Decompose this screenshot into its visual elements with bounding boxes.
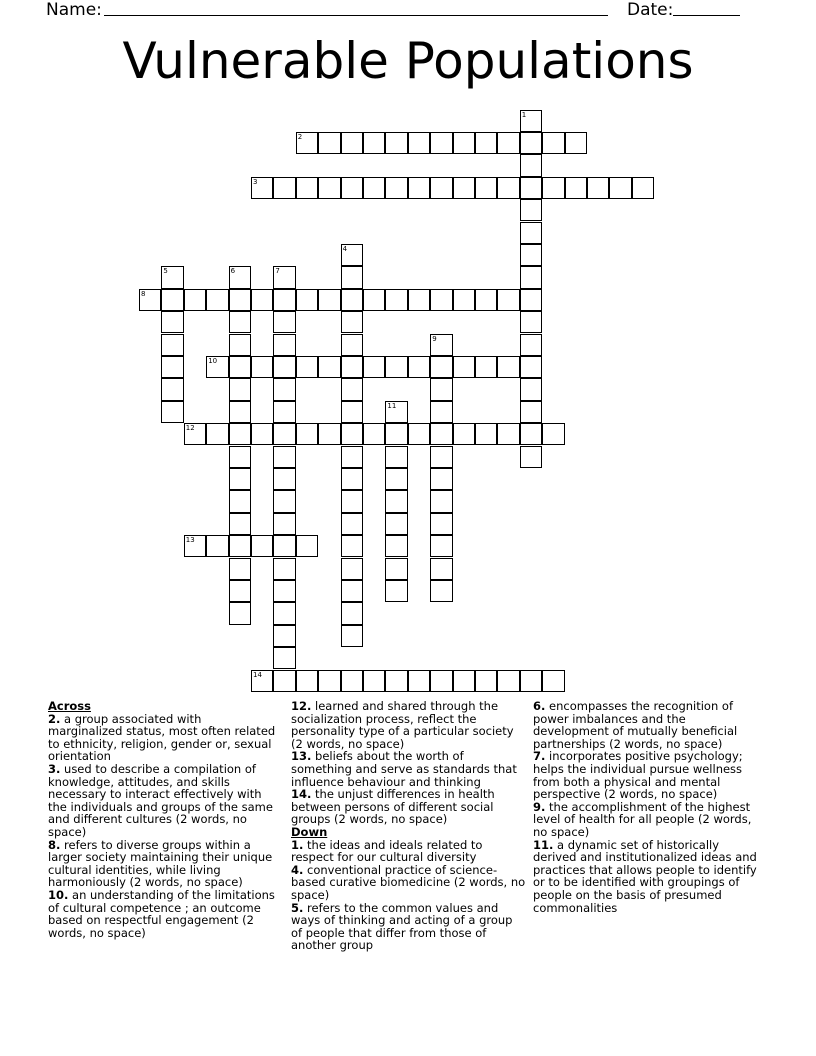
- grid-cell[interactable]: [363, 356, 385, 378]
- grid-cell[interactable]: [632, 177, 654, 199]
- grid-cell[interactable]: [453, 177, 475, 199]
- grid-cell[interactable]: [430, 177, 452, 199]
- clue-item-text: conventional practice of science-based curative biomedicine (2 words, no space): [291, 862, 526, 902]
- grid-cell[interactable]: [363, 289, 385, 311]
- grid-cell[interactable]: [385, 558, 407, 580]
- grid-cell[interactable]: [453, 670, 475, 692]
- grid-cell[interactable]: [229, 602, 251, 624]
- grid-cell[interactable]: [363, 670, 385, 692]
- grid-cell[interactable]: [273, 446, 295, 468]
- clue-column-3: [533, 700, 765, 914]
- clue-item-text: refers to diverse groups within a larger society maintaining their unique cultural identities, while living harmoniously (2 words, no space): [48, 837, 273, 890]
- grid-cell[interactable]: [408, 670, 430, 692]
- grid-cell[interactable]: [273, 266, 295, 288]
- grid-cell[interactable]: [341, 580, 363, 602]
- grid-cell[interactable]: [273, 334, 295, 356]
- grid-cell[interactable]: [341, 289, 363, 311]
- grid-cell[interactable]: [542, 423, 564, 445]
- grid-cell[interactable]: [273, 490, 295, 512]
- clue-item: [291, 788, 526, 826]
- grid-cell[interactable]: [273, 423, 295, 445]
- grid-cell[interactable]: [341, 378, 363, 400]
- grid-cell[interactable]: [296, 177, 318, 199]
- grid-cell[interactable]: [408, 177, 430, 199]
- grid-cell[interactable]: [341, 177, 363, 199]
- clue-item-text: encompasses the recognition of power imbalances and the development of mutually beneficial partnerships (2 words, no space): [533, 699, 738, 751]
- grid-cell[interactable]: [430, 490, 452, 512]
- clue-item-number: 11.: [533, 837, 554, 852]
- clue-item: [291, 902, 526, 952]
- grid-cell[interactable]: [318, 356, 340, 378]
- grid-cell[interactable]: [296, 289, 318, 311]
- grid-cell[interactable]: [497, 132, 519, 154]
- grid-cell[interactable]: [430, 535, 452, 557]
- grid-cell[interactable]: [273, 558, 295, 580]
- grid-cell[interactable]: [587, 177, 609, 199]
- grid-cell[interactable]: [296, 423, 318, 445]
- grid-cell[interactable]: [520, 154, 542, 176]
- clue-item-number: 5.: [291, 900, 304, 915]
- clue-item-number: 1.: [291, 837, 304, 852]
- clue-item-text: the unjust differences in health between persons of different social groups (2 words, no space): [291, 787, 495, 827]
- grid-cell[interactable]: [251, 535, 273, 557]
- grid-cell[interactable]: [475, 423, 497, 445]
- grid-cell[interactable]: [161, 289, 183, 311]
- grid-cell[interactable]: [341, 132, 363, 154]
- clue-number: 11: [387, 401, 397, 410]
- grid-cell[interactable]: [430, 670, 452, 692]
- grid-cell[interactable]: [341, 558, 363, 580]
- grid-cell[interactable]: [341, 670, 363, 692]
- grid-cell[interactable]: [161, 266, 183, 288]
- grid-cell[interactable]: [430, 423, 452, 445]
- clue-item-text: incorporates positive psychology; helps the individual pursue wellness from both a physical and mental perspective (2 words, no space): [533, 749, 743, 802]
- grid-cell[interactable]: [229, 558, 251, 580]
- grid-cell[interactable]: [341, 266, 363, 288]
- clue-number: 14: [253, 670, 262, 679]
- grid-cell[interactable]: [341, 602, 363, 624]
- grid-cell[interactable]: [229, 468, 251, 490]
- clue-item-number: 2.: [48, 711, 61, 726]
- grid-cell[interactable]: [520, 110, 542, 132]
- grid-cell[interactable]: [161, 334, 183, 356]
- grid-cell[interactable]: [520, 311, 542, 333]
- clue-item-text: beliefs about the worth of something and serve as standards that influence behaviour and thinking: [291, 749, 517, 789]
- grid-cell[interactable]: [139, 289, 161, 311]
- grid-cell[interactable]: [385, 580, 407, 602]
- grid-cell[interactable]: [542, 132, 564, 154]
- grid-cell[interactable]: [341, 423, 363, 445]
- grid-cell[interactable]: [229, 266, 251, 288]
- grid-cell[interactable]: [318, 670, 340, 692]
- grid-cell[interactable]: [273, 378, 295, 400]
- grid-cell[interactable]: [229, 311, 251, 333]
- grid-cell[interactable]: [430, 356, 452, 378]
- grid-cell[interactable]: [520, 423, 542, 445]
- grid-cell[interactable]: [497, 356, 519, 378]
- clue-item-number: 3.: [48, 761, 61, 776]
- grid-cell[interactable]: [385, 670, 407, 692]
- clue-item-text: refers to the common values and ways of thinking and acting of a group of people that differ from those of another group: [291, 900, 513, 953]
- grid-cell[interactable]: [520, 266, 542, 288]
- grid-cell[interactable]: [385, 401, 407, 423]
- grid-cell[interactable]: [296, 132, 318, 154]
- grid-cell[interactable]: [609, 177, 631, 199]
- clue-item-text: learned and shared through the socialization process, reflect the personality type of a particular society (2 words, no space): [291, 699, 514, 751]
- grid-cell[interactable]: [273, 535, 295, 557]
- grid-cell[interactable]: [341, 468, 363, 490]
- clue-item: [533, 700, 765, 750]
- grid-cell[interactable]: [520, 378, 542, 400]
- grid-cell[interactable]: [341, 401, 363, 423]
- grid-cell[interactable]: [273, 468, 295, 490]
- name-label: Name:: [46, 0, 102, 20]
- grid-cell[interactable]: [520, 670, 542, 692]
- clue-item: [533, 801, 765, 839]
- clue-column-2: [291, 700, 526, 952]
- grid-cell[interactable]: [497, 670, 519, 692]
- grid-cell[interactable]: [408, 132, 430, 154]
- clue-item: [291, 839, 526, 864]
- clue-item: [48, 889, 276, 939]
- clue-number: 1: [521, 110, 527, 119]
- clue-item-text: used to describe a compilation of knowledge, attitudes, and skills necessary to interact effectively with the individuals and groups of the same and different cultures (2 words, no space): [48, 761, 273, 839]
- clue-item-number: 8.: [48, 837, 61, 852]
- clue-item-text: the ideas and ideals related to respect for our cultural diversity: [291, 837, 483, 865]
- grid-cell[interactable]: [229, 356, 251, 378]
- grid-cell[interactable]: [385, 177, 407, 199]
- grid-cell[interactable]: [363, 177, 385, 199]
- grid-cell[interactable]: [430, 289, 452, 311]
- grid-cell[interactable]: [520, 222, 542, 244]
- clue-number: 6: [230, 267, 236, 276]
- grid-cell[interactable]: [251, 289, 273, 311]
- grid-cell[interactable]: [520, 199, 542, 221]
- grid-cell[interactable]: [565, 177, 587, 199]
- grid-cell[interactable]: [453, 132, 475, 154]
- clue-item: [291, 700, 526, 750]
- grid-cell[interactable]: [385, 535, 407, 557]
- grid-cell[interactable]: [229, 580, 251, 602]
- clue-number: 8: [141, 289, 146, 298]
- grid-cell[interactable]: [430, 513, 452, 535]
- grid-cell[interactable]: [430, 132, 452, 154]
- grid-cell[interactable]: [161, 378, 183, 400]
- grid-cell[interactable]: [475, 670, 497, 692]
- grid-cell[interactable]: [296, 670, 318, 692]
- grid-cell[interactable]: [229, 423, 251, 445]
- grid-cell[interactable]: [430, 580, 452, 602]
- grid-cell[interactable]: [475, 289, 497, 311]
- grid-cell[interactable]: [206, 423, 228, 445]
- grid-cell[interactable]: [318, 423, 340, 445]
- clue-item-text: the accomplishment of the highest level of health for all people (2 words, no space): [533, 799, 752, 839]
- grid-cell[interactable]: [273, 625, 295, 647]
- clue-item: [48, 713, 276, 763]
- grid-cell[interactable]: [206, 289, 228, 311]
- clue-number: 2: [297, 132, 303, 141]
- grid-cell[interactable]: [184, 423, 206, 445]
- clue-item-number: 6.: [533, 699, 546, 713]
- clue-number: 3: [253, 177, 258, 186]
- grid-cell[interactable]: [385, 289, 407, 311]
- grid-cell[interactable]: [520, 177, 542, 199]
- grid-cell[interactable]: [430, 378, 452, 400]
- grid-cell[interactable]: [520, 289, 542, 311]
- clue-number: 10: [208, 356, 218, 365]
- clue-item-number: 14.: [291, 787, 312, 802]
- grid-cell[interactable]: [229, 378, 251, 400]
- clue-item: [291, 864, 526, 902]
- grid-cell[interactable]: [430, 468, 452, 490]
- grid-cell[interactable]: [453, 423, 475, 445]
- grid-cell[interactable]: [363, 132, 385, 154]
- grid-cell[interactable]: [318, 177, 340, 199]
- clue-column-1: [48, 700, 276, 939]
- clue-number: 7: [275, 267, 280, 276]
- grid-cell[interactable]: [385, 132, 407, 154]
- grid-cell[interactable]: [453, 289, 475, 311]
- clue-item: [48, 763, 276, 839]
- grid-cell[interactable]: [341, 625, 363, 647]
- grid-cell[interactable]: [385, 468, 407, 490]
- grid-cell[interactable]: [341, 490, 363, 512]
- clue-item: [291, 750, 526, 788]
- grid-cell[interactable]: [341, 311, 363, 333]
- grid-cell[interactable]: [251, 423, 273, 445]
- grid-cell[interactable]: [430, 446, 452, 468]
- grid-cell[interactable]: [520, 132, 542, 154]
- grid-cell[interactable]: [565, 132, 587, 154]
- clue-item-number: 13.: [291, 749, 312, 764]
- grid-cell[interactable]: [229, 289, 251, 311]
- grid-cell[interactable]: [341, 356, 363, 378]
- grid-cell[interactable]: [273, 311, 295, 333]
- grid-cell[interactable]: [430, 558, 452, 580]
- grid-cell[interactable]: [520, 446, 542, 468]
- clue-item-number: 7.: [533, 749, 546, 764]
- clue-item-text: a dynamic set of historically derived and institutionalized ideas and practices that allows people to identify or to be identified with groupings of people on the basis of presumed commonalities: [533, 837, 757, 915]
- grid-cell[interactable]: [273, 647, 295, 669]
- grid-cell[interactable]: [408, 423, 430, 445]
- grid-cell[interactable]: [273, 356, 295, 378]
- grid-cell[interactable]: [273, 289, 295, 311]
- grid-cell[interactable]: [408, 356, 430, 378]
- grid-cell[interactable]: [475, 132, 497, 154]
- grid-cell[interactable]: [229, 446, 251, 468]
- grid-cell[interactable]: [542, 177, 564, 199]
- grid-cell[interactable]: [161, 311, 183, 333]
- clue-item-text: a group associated with marginalized status, most often related to ethnicity, religion, gender or, sexual orientation: [48, 711, 276, 764]
- grid-cell[interactable]: [229, 535, 251, 557]
- clue-item: [533, 839, 765, 915]
- clue-section-heading: Across: [48, 699, 91, 713]
- clue-number: 12: [185, 424, 195, 433]
- grid-cell[interactable]: [363, 423, 385, 445]
- clue-item-number: 4.: [291, 862, 304, 877]
- grid-cell[interactable]: [273, 580, 295, 602]
- grid-cell[interactable]: [542, 670, 564, 692]
- grid-cell[interactable]: [475, 356, 497, 378]
- grid-cell[interactable]: [453, 356, 475, 378]
- grid-cell[interactable]: [318, 132, 340, 154]
- grid-cell[interactable]: [296, 356, 318, 378]
- grid-cell[interactable]: [497, 423, 519, 445]
- grid-cell[interactable]: [206, 535, 228, 557]
- grid-cell[interactable]: [273, 670, 295, 692]
- grid-cell[interactable]: [520, 244, 542, 266]
- grid-cell[interactable]: [475, 177, 497, 199]
- grid-cell[interactable]: [229, 401, 251, 423]
- clue-item-number: 9.: [533, 799, 546, 814]
- grid-cell[interactable]: [341, 334, 363, 356]
- grid-cell[interactable]: [273, 602, 295, 624]
- grid-cell[interactable]: [229, 513, 251, 535]
- grid-cell[interactable]: [273, 513, 295, 535]
- grid-cell[interactable]: [161, 356, 183, 378]
- grid-cell[interactable]: [341, 446, 363, 468]
- grid-cell[interactable]: [430, 334, 452, 356]
- clue-number: 13: [185, 536, 195, 545]
- clue-item: [48, 839, 276, 889]
- grid-cell[interactable]: [251, 356, 273, 378]
- clue-item-number: 12.: [291, 699, 312, 713]
- date-label: Date:: [627, 0, 674, 20]
- grid-cell[interactable]: [385, 356, 407, 378]
- grid-cell[interactable]: [520, 356, 542, 378]
- grid-cell[interactable]: [229, 334, 251, 356]
- grid-cell[interactable]: [408, 289, 430, 311]
- grid-cell[interactable]: [273, 177, 295, 199]
- clue-section-heading: Down: [291, 824, 328, 839]
- grid-cell[interactable]: [497, 289, 519, 311]
- grid-cell[interactable]: [341, 535, 363, 557]
- grid-cell[interactable]: [318, 289, 340, 311]
- clue-number: 4: [342, 244, 348, 253]
- grid-cell[interactable]: [184, 289, 206, 311]
- grid-cell[interactable]: [385, 490, 407, 512]
- clue-item: [533, 750, 765, 800]
- grid-cell[interactable]: [430, 401, 452, 423]
- grid-cell[interactable]: [184, 535, 206, 557]
- clue-number: 9: [432, 334, 437, 343]
- clue-number: 5: [163, 267, 168, 276]
- grid-cell[interactable]: [251, 670, 273, 692]
- grid-cell[interactable]: [520, 401, 542, 423]
- page-title: Vulnerable Populations: [122, 32, 694, 90]
- grid-cell[interactable]: [296, 535, 318, 557]
- grid-cell[interactable]: [385, 423, 407, 445]
- grid-cell[interactable]: [273, 401, 295, 423]
- clue-item-number: 10.: [48, 887, 69, 902]
- grid-cell[interactable]: [251, 177, 273, 199]
- grid-cell[interactable]: [229, 490, 251, 512]
- grid-cell[interactable]: [161, 401, 183, 423]
- grid-cell[interactable]: [206, 356, 228, 378]
- grid-cell[interactable]: [341, 244, 363, 266]
- clue-item-text: an understanding of the limitations of cultural competence ; an outcome based on respectful engagement (2 words, no space): [48, 887, 275, 940]
- grid-cell[interactable]: [385, 446, 407, 468]
- grid-cell[interactable]: [520, 334, 542, 356]
- grid-cell[interactable]: [341, 513, 363, 535]
- grid-cell[interactable]: [497, 177, 519, 199]
- grid-cell[interactable]: [385, 513, 407, 535]
